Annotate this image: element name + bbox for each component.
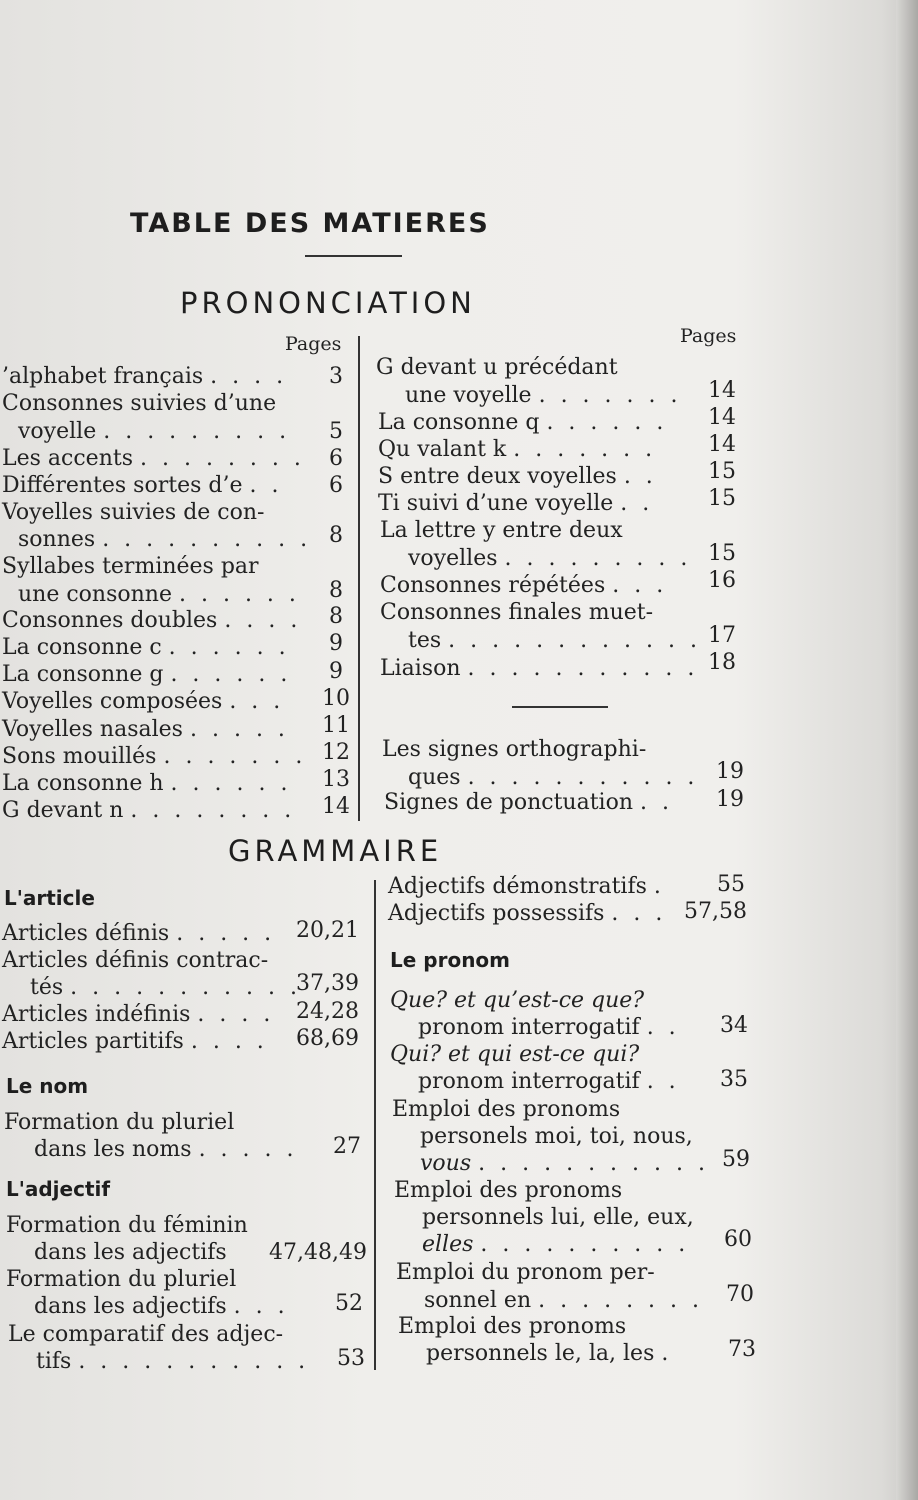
page-number: 14 [708,378,736,403]
title-underline [305,255,402,257]
page-number: 59 [722,1147,750,1172]
column-divider [374,880,376,1370]
toc-row: vous . . . . . . . . . . . [420,1151,709,1176]
page-number: 15 [708,541,736,566]
section-heading-prononciation: PRONONCIATION [180,286,476,320]
toc-row: La consonne c . . . . . . [2,635,290,660]
toc-row: Ti suivi d’une voyelle . . [378,491,654,516]
page-number: 6 [329,446,343,471]
toc-row: Articles définis . . . . . [2,921,276,946]
page-number: 14 [322,794,350,819]
toc-row: tés . . . . . . . . . . . [30,975,302,1000]
toc-row: Emploi des pronoms [398,1314,627,1339]
toc-row: Adjectifs démonstratifs . [388,874,665,899]
toc-row: Les signes orthographi- [382,737,647,762]
toc-row: Formation du féminin [6,1213,248,1238]
toc-row: Formation du pluriel [4,1110,235,1135]
page-number: 70 [726,1282,754,1307]
toc-row: G devant n . . . . . . . . [2,798,296,823]
toc-row: tifs . . . . . . . . . . . [36,1349,310,1374]
toc-row: Signes de ponctuation . . [384,790,673,815]
page-number: 14 [708,405,736,430]
page-number: 27 [333,1134,361,1159]
toc-row: voyelles . . . . . . . . . [408,546,692,571]
page-number: 14 [708,432,736,457]
toc-row: une voyelle . . . . . . . [405,383,682,408]
page-number: 8 [329,523,343,548]
page-number: 8 [329,578,343,603]
page-number: 11 [322,713,350,738]
toc-row: elles . . . . . . . . . . [422,1232,690,1257]
toc-row: Syllabes terminées par [2,554,259,579]
toc-row: sonnes . . . . . . . . . . [18,527,312,552]
toc-row: sonnel en . . . . . . . . [424,1288,704,1313]
page-number: 53 [337,1346,365,1371]
page-edge [896,0,918,1500]
toc-row: S entre deux voyelles . . [378,464,657,489]
toc-row: Liaison . . . . . . . . . . . [380,656,699,681]
toc-row: tes . . . . . . . . . . . . [408,628,701,653]
toc-row: Voyelles nasales . . . . . [2,717,289,742]
page-number: 55 [717,872,745,897]
toc-row: dans les adjectifs [34,1240,227,1265]
toc-row: Adjectifs possessifs . . . [388,901,667,926]
section-heading-grammaire: GRAMMAIRE [228,834,443,868]
page-number: 52 [335,1291,363,1316]
toc-row: personnels lui, elle, eux, [422,1205,694,1230]
toc-row: dans les adjectifs . . . [34,1294,289,1319]
toc-row: pronom interrogatif . . [418,1069,680,1094]
toc-row: Voyelles suivies de con- [2,500,265,525]
toc-row: Articles définis contrac- [2,948,269,973]
toc-row: ques . . . . . . . . . . . [408,765,699,790]
toc-row: La consonne g . . . . . . [2,662,292,687]
subheading-article: L'article [4,886,95,910]
toc-row: Qui? et qui est-ce qui? [390,1042,640,1067]
page-number: 35 [720,1067,748,1092]
page-number: 19 [716,759,744,784]
page-number: 12 [322,740,350,765]
toc-row: Emploi du pronom per- [396,1260,655,1285]
page-number: 15 [708,459,736,484]
page-number: 37,39 [296,971,359,996]
short-divider [512,706,608,708]
toc-row: Consonnes suivies d’une [2,391,277,416]
toc-row: Emploi des pronoms [392,1097,621,1122]
page-number: 24,28 [296,999,359,1024]
page-number: 8 [329,604,343,629]
page-number: 57,58 [684,899,747,924]
page-number: 47,48,49 [269,1240,367,1265]
page-number: 3 [329,364,343,389]
toc-row: pronom interrogatif . . [418,1015,680,1040]
toc-row: Consonnes finales muet- [380,600,654,625]
page-number: 19 [716,787,744,812]
toc-row: Les accents . . . . . . . . [2,446,305,471]
page-number: 16 [708,568,736,593]
subheading-nom: Le nom [6,1074,89,1098]
page-number: 34 [720,1013,748,1038]
page-title: TABLE DES MATIERES [130,208,490,239]
toc-row: dans les noms . . . . . [34,1137,298,1162]
toc-row: une consonne . . . . . . [18,582,300,607]
page-number: 68,69 [296,1026,359,1051]
page-number: 10 [322,686,350,711]
subheading-adjectif: L'adjectif [6,1177,111,1201]
toc-row: Articles indéfinis . . . . [2,1002,275,1027]
toc-row: La consonne h . . . . . . [2,771,292,796]
page-number: 9 [329,659,343,684]
toc-row: Formation du pluriel [6,1267,237,1292]
toc-row: Sons mouillés . . . . . . . [2,744,307,769]
toc-row: Le comparatif des adjec- [8,1322,284,1347]
toc-row: Qu valant k . . . . . . . [378,437,657,462]
toc-row: Articles partitifs . . . . [2,1029,268,1054]
toc-row: ’alphabet français . . . . [2,364,288,389]
page-number: 9 [329,631,343,656]
page-number: 13 [322,767,350,792]
toc-row: voyelle . . . . . . . . . [18,419,291,444]
toc-row: La lettre y entre deux [380,518,623,543]
toc-row: Consonnes doubles . . . . [2,608,302,633]
page-number: 17 [708,623,736,648]
toc-row: Voyelles composées . . . [2,689,285,714]
toc-row: personels moi, toi, nous, [420,1124,693,1149]
page-number: 60 [724,1227,752,1252]
toc-row: Que? et qu’est-ce que? [390,988,645,1013]
page-number: 5 [329,419,343,444]
page-number: 15 [708,486,736,511]
toc-row: Emploi des pronoms [394,1178,623,1203]
pages-label-left: Pages [285,333,342,355]
page-number: 18 [708,650,736,675]
toc-row: personnels le, la, les . [426,1341,673,1366]
page-number: 73 [728,1337,756,1362]
page-number: 6 [329,473,343,498]
toc-row: G devant u précédant [376,355,618,380]
page-number: 20,21 [296,918,359,943]
toc-row: La consonne q . . . . . . [378,410,668,435]
column-divider [358,336,360,821]
pages-label-right: Pages [680,325,737,347]
subheading-pronom: Le pronom [390,948,511,972]
toc-row: Différentes sortes d’e . . [2,473,283,498]
toc-row: Consonnes répétées . . . [380,573,668,598]
